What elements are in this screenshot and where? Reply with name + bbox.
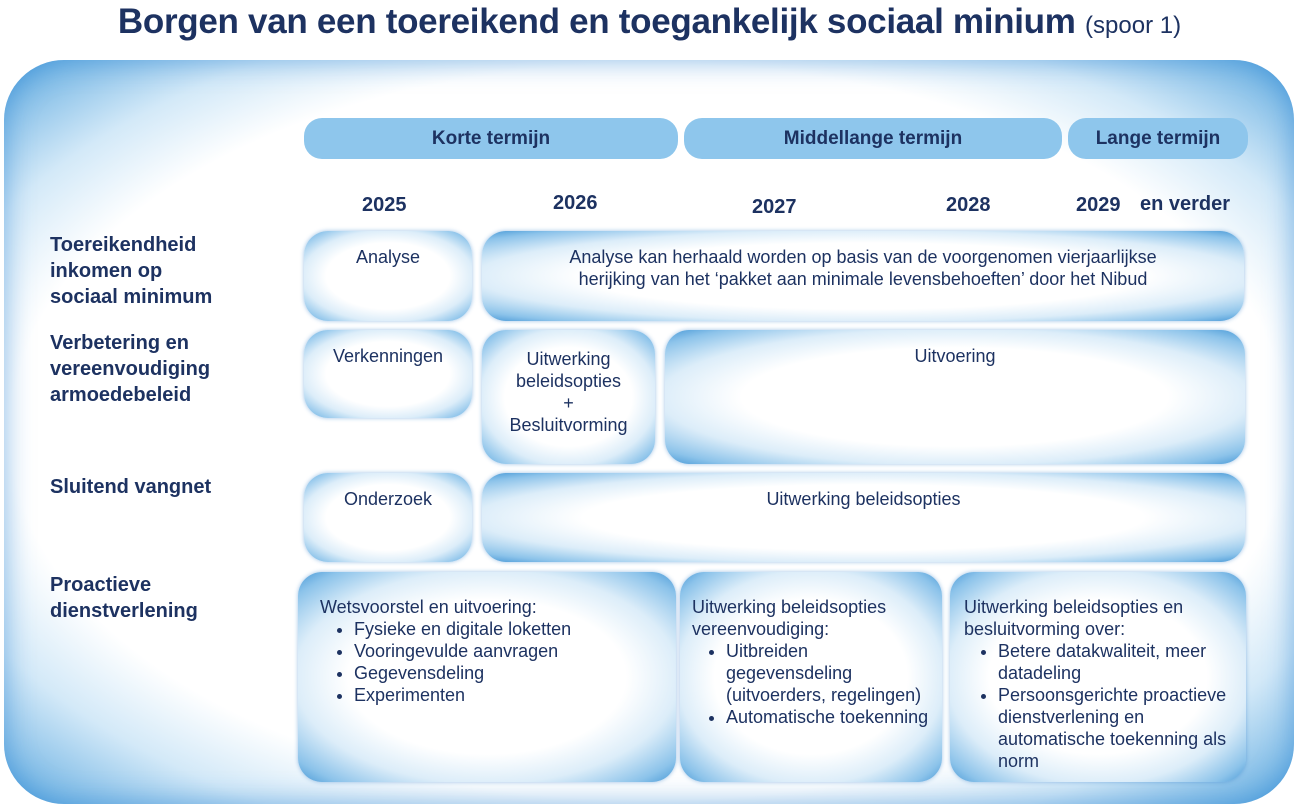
- box-heading: vereenvoudiging:: [692, 619, 830, 639]
- bullet-item: • Gegevensdeling: [354, 662, 664, 684]
- box-text: Analyse kan herhaald worden op basis van de voorgenomen vierjaarlijkse: [569, 247, 1157, 267]
- row-label-line: vereenvoudiging: [50, 358, 211, 380]
- bullet-item: • Betere datakwaliteit, meer datadeling: [998, 640, 1234, 684]
- box-uitwerking-vangnet: [482, 473, 1245, 562]
- bullet-list: [692, 640, 930, 728]
- row-label-toereikendheid: [50, 232, 212, 310]
- box-text: +: [563, 393, 574, 413]
- phase-long-term: Lange termijn: [1068, 118, 1248, 159]
- row-label-line: sociaal minimum: [50, 286, 213, 308]
- box-vereenvoudiging: [680, 572, 942, 782]
- bullet-item: • Persoonsgerichte proactieve dienstverlening en automatische toekenning als norm: [998, 684, 1234, 772]
- box-heading: besluitvorming over:: [964, 619, 1126, 639]
- row-label-vangnet: [50, 474, 211, 500]
- row-label-line: Verbetering en: [50, 332, 189, 354]
- box-heading: Wetsvoorstel en uitvoering:: [320, 597, 537, 617]
- bullet-list: [964, 640, 1234, 772]
- box-text: Uitvoering: [914, 346, 996, 366]
- bullet-item: • Experimenten: [354, 684, 664, 706]
- bullet-item: • Uitbreiden gegevensdeling (uitvoerders, regelingen): [726, 640, 930, 706]
- title-main: Borgen van een toereikend en toegankelijk sociaal minium: [117, 2, 1076, 41]
- box-analyse-herhaald: [482, 231, 1244, 321]
- row-label-line: Sluitend vangnet: [50, 476, 212, 498]
- year-2025: 2025: [362, 194, 407, 216]
- box-text: Analyse: [355, 247, 421, 267]
- box-text: herijking van het ‘pakket aan minimale levensbehoeften’ door het Nibud: [578, 269, 1148, 289]
- box-text: beleidsopties: [515, 371, 622, 391]
- box-text: Verkenningen: [332, 346, 444, 366]
- row-label-armoedebeleid: [50, 330, 210, 408]
- row-label-line: dienstverlening: [50, 600, 198, 622]
- row-label-dienstverlening: [50, 572, 198, 624]
- bullet-item: • Vooringevulde aanvragen: [354, 640, 664, 662]
- page-title: [0, 2, 1299, 42]
- year-2029: 2029: [1076, 194, 1121, 216]
- box-verkenningen: [304, 330, 472, 418]
- bullet-list: [320, 618, 664, 706]
- box-text: Uitwerking: [526, 349, 611, 369]
- year-2026: 2026: [553, 192, 598, 214]
- year-en-verder: en verder: [1140, 193, 1231, 215]
- phase-medium-term: Middellange termijn: [684, 118, 1062, 159]
- year-2027: 2027: [752, 196, 797, 218]
- row-label-line: armoedebeleid: [50, 384, 192, 406]
- bullet-item: • Automatische toekenning: [726, 706, 930, 728]
- row-label-line: inkomen op: [50, 260, 163, 282]
- box-besluitvorming: [950, 572, 1246, 782]
- title-sub: (spoor 1): [1085, 12, 1182, 39]
- box-uitvoering: [665, 330, 1245, 464]
- box-wetsvoorstel: [298, 572, 676, 782]
- box-text: Besluitvorming: [509, 415, 628, 435]
- phase-short-term: Korte termijn: [304, 118, 678, 159]
- row-label-line: Toereikendheid: [50, 234, 197, 256]
- box-heading: Uitwerking beleidsopties en: [964, 597, 1184, 617]
- bullet-item: • Fysieke en digitale loketten: [354, 618, 664, 640]
- box-onderzoek: [304, 473, 472, 562]
- box-analyse: [304, 231, 472, 321]
- box-text: Onderzoek: [343, 489, 433, 509]
- year-2028: 2028: [946, 194, 991, 216]
- box-heading: Uitwerking beleidsopties: [692, 597, 887, 617]
- row-label-line: Proactieve: [50, 574, 152, 596]
- box-uitwerking-besluitvorming: [482, 330, 655, 464]
- box-text: Uitwerking beleidsopties: [766, 489, 961, 509]
